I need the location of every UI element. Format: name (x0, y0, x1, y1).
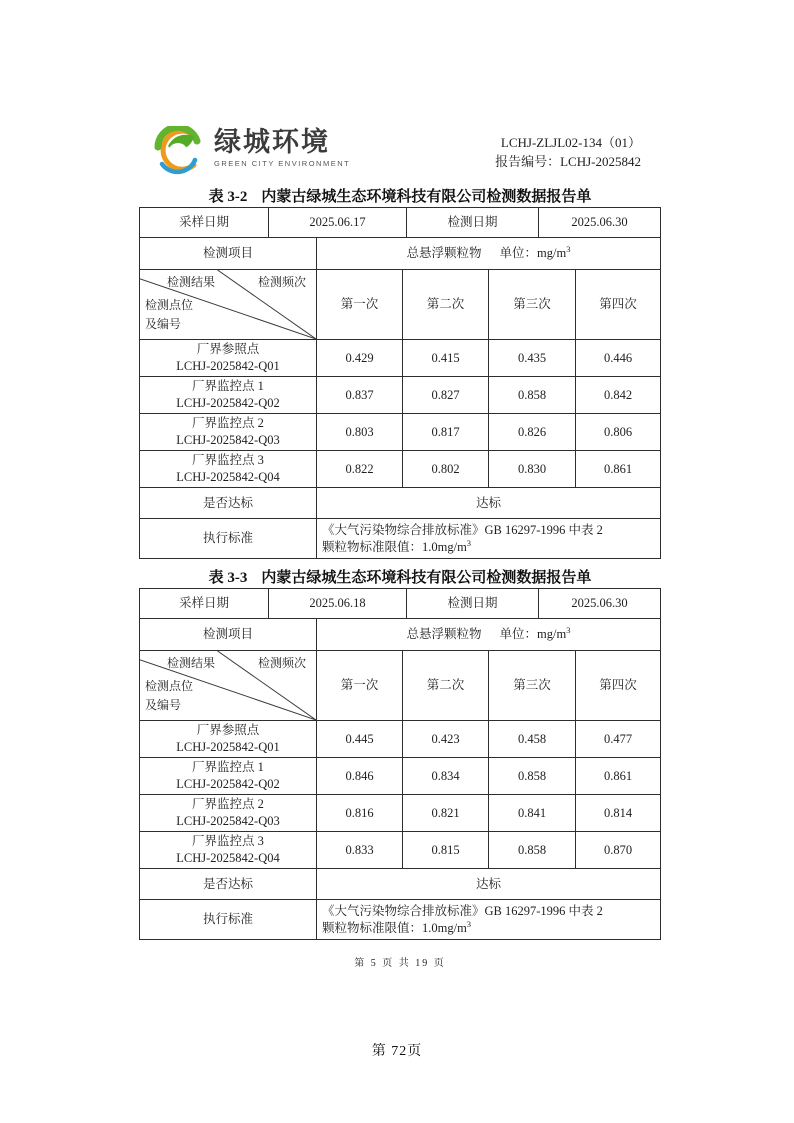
page-header (139, 125, 661, 183)
value-cell: 0.826 (489, 414, 576, 451)
site-name: 厂界监控点 1 (192, 379, 264, 394)
item-value: 总悬浮颗粒物 (406, 627, 482, 642)
value-cell: 0.870 (576, 832, 661, 869)
corner-frequency-label: 检测频次 (257, 656, 306, 670)
compliance-label: 是否达标 (140, 488, 317, 519)
item-value-cell (317, 238, 661, 270)
table-row (140, 377, 661, 414)
diagonal-corner-cell (140, 270, 317, 340)
standard-text (317, 900, 661, 940)
value-cell: 0.435 (489, 340, 576, 377)
table-title-text: 内蒙古绿城生态环境科技有限公司检测数据报告单 (261, 189, 592, 205)
site-code: LCHJ-2025842-Q02 (176, 777, 280, 791)
unit-text: 单位：mg/m (499, 246, 567, 261)
sampling-date-value: 2025.06.17 (269, 208, 407, 238)
standard-label: 执行标准 (140, 900, 317, 940)
site-name: 厂界监控点 3 (192, 834, 264, 849)
value-cell: 0.802 (403, 451, 489, 488)
site-code: LCHJ-2025842-Q01 (176, 359, 280, 373)
dates-row (140, 589, 661, 619)
site-cell (140, 721, 317, 758)
freq-header-4: 第四次 (576, 270, 661, 340)
standard-row (140, 900, 661, 940)
site-cell (140, 795, 317, 832)
item-value: 总悬浮颗粒物 (406, 246, 482, 261)
table-3-2 (139, 207, 661, 559)
item-value-cell (317, 619, 661, 651)
logo-name-cn: 绿城环境 (214, 127, 330, 157)
site-name: 厂界监控点 1 (192, 760, 264, 775)
value-cell: 0.833 (317, 832, 403, 869)
sampling-date-value: 2025.06.18 (269, 589, 407, 619)
corner-result-label: 检测结果 (167, 275, 216, 289)
table-row (140, 340, 661, 377)
site-code: LCHJ-2025842-Q03 (176, 814, 280, 828)
site-code: LCHJ-2025842-Q04 (176, 470, 280, 484)
table-row (140, 758, 661, 795)
freq-header-4: 第四次 (576, 651, 661, 721)
value-cell: 0.446 (576, 340, 661, 377)
detection-date-value: 2025.06.30 (539, 589, 661, 619)
value-cell: 0.477 (576, 721, 661, 758)
sampling-date-label: 采样日期 (140, 589, 269, 619)
logo-text (214, 126, 350, 168)
freq-header-2: 第二次 (403, 651, 489, 721)
frequency-header-row (140, 270, 661, 340)
report-number: 报告编号：LCHJ-2025842 (495, 153, 641, 169)
value-cell: 0.858 (489, 377, 576, 414)
unit-superscript: 3 (566, 243, 571, 254)
value-cell: 0.822 (317, 451, 403, 488)
unit-superscript: 3 (566, 624, 571, 635)
value-cell: 0.817 (403, 414, 489, 451)
value-cell: 0.827 (403, 377, 489, 414)
value-cell: 0.830 (489, 451, 576, 488)
site-code: LCHJ-2025842-Q01 (176, 740, 280, 754)
detection-date-label: 检测日期 (407, 589, 539, 619)
compliance-row (140, 488, 661, 519)
detection-date-value: 2025.06.30 (539, 208, 661, 238)
site-cell (140, 758, 317, 795)
value-cell: 0.846 (317, 758, 403, 795)
standard-text (317, 519, 661, 559)
value-cell: 0.803 (317, 414, 403, 451)
standard-label: 执行标准 (140, 519, 317, 559)
value-cell: 0.858 (489, 832, 576, 869)
table-row (140, 795, 661, 832)
site-name: 厂界参照点 (196, 342, 260, 357)
table-title-prefix: 表 3-2 (208, 189, 248, 205)
value-cell: 0.834 (403, 758, 489, 795)
value-cell: 0.842 (576, 377, 661, 414)
table-3-2-title (139, 185, 661, 207)
standard-line-1: 《大气污染物综合排放标准》GB 16297-1996 中表 2 (322, 522, 603, 537)
value-cell: 0.458 (489, 721, 576, 758)
page-content (139, 125, 661, 969)
value-cell: 0.415 (403, 340, 489, 377)
corner-result-label: 检测结果 (167, 656, 216, 670)
corner-point-label: 检测点位 及编号 (145, 298, 194, 331)
table-row (140, 451, 661, 488)
site-cell (140, 340, 317, 377)
compliance-row (140, 869, 661, 900)
freq-header-1: 第一次 (317, 270, 403, 340)
freq-header-3: 第三次 (489, 270, 576, 340)
table-row (140, 414, 661, 451)
value-cell: 0.429 (317, 340, 403, 377)
sampling-date-label: 采样日期 (140, 208, 269, 238)
value-cell: 0.841 (489, 795, 576, 832)
company-logo (152, 126, 350, 176)
standard-row (140, 519, 661, 559)
compliance-value: 达标 (317, 488, 661, 519)
value-cell: 0.861 (576, 758, 661, 795)
site-name: 厂界参照点 (196, 723, 260, 738)
standard-line-2: 颗粒物标准限值：$1.0mg/m^3$ (322, 537, 472, 554)
page-number: 第 72页 (371, 1044, 423, 1059)
item-label: 检测项目 (140, 238, 317, 270)
table-row (140, 721, 661, 758)
site-name: 厂界监控点 2 (192, 797, 264, 812)
value-cell: 0.423 (403, 721, 489, 758)
compliance-value: 达标 (317, 869, 661, 900)
detection-date-label: 检测日期 (407, 208, 539, 238)
table-row (140, 832, 661, 869)
freq-header-3: 第三次 (489, 651, 576, 721)
site-cell (140, 451, 317, 488)
frequency-header-row (140, 651, 661, 721)
site-code: LCHJ-2025842-Q04 (176, 851, 280, 865)
freq-header-1: 第一次 (317, 651, 403, 721)
site-cell (140, 414, 317, 451)
table-title-text: 内蒙古绿城生态环境科技有限公司检测数据报告单 (261, 570, 592, 586)
item-label: 检测项目 (140, 619, 317, 651)
page-info-footer: 第 5 页 共 19 页 (354, 958, 446, 969)
freq-header-2: 第二次 (403, 270, 489, 340)
value-cell: 0.861 (576, 451, 661, 488)
doc-code: LCHJ-ZLJL02-134（01） (500, 135, 641, 150)
corner-point-label: 检测点位 及编号 (145, 679, 194, 712)
diagonal-corner-cell (140, 651, 317, 721)
unit-text: 单位：mg/m (499, 627, 567, 642)
table-3-3-title (139, 566, 661, 588)
green-city-logo-icon (152, 126, 206, 176)
value-cell: 0.815 (403, 832, 489, 869)
site-name: 厂界监控点 3 (192, 453, 264, 468)
site-cell (140, 832, 317, 869)
dates-row (140, 208, 661, 238)
site-name: 厂界监控点 2 (192, 416, 264, 431)
site-cell (140, 377, 317, 414)
standard-line-2: 颗粒物标准限值：$1.0mg/m^3$ (322, 918, 472, 935)
corner-frequency-label: 检测频次 (257, 275, 306, 289)
value-cell: 0.837 (317, 377, 403, 414)
item-row (140, 238, 661, 270)
table-title-prefix: 表 3-3 (208, 570, 248, 586)
site-code: LCHJ-2025842-Q02 (176, 396, 280, 410)
item-row (140, 619, 661, 651)
value-cell: 0.858 (489, 758, 576, 795)
site-code: LCHJ-2025842-Q03 (176, 433, 280, 447)
document-codes (495, 134, 641, 172)
compliance-label: 是否达标 (140, 869, 317, 900)
value-cell: 0.445 (317, 721, 403, 758)
value-cell: 0.816 (317, 795, 403, 832)
table-3-3 (139, 588, 661, 940)
standard-line-1: 《大气污染物综合排放标准》GB 16297-1996 中表 2 (322, 903, 603, 918)
value-cell: 0.806 (576, 414, 661, 451)
value-cell: 0.821 (403, 795, 489, 832)
logo-name-en: GREEN CITY ENVIRONMENT (214, 159, 351, 168)
value-cell: 0.814 (576, 795, 661, 832)
